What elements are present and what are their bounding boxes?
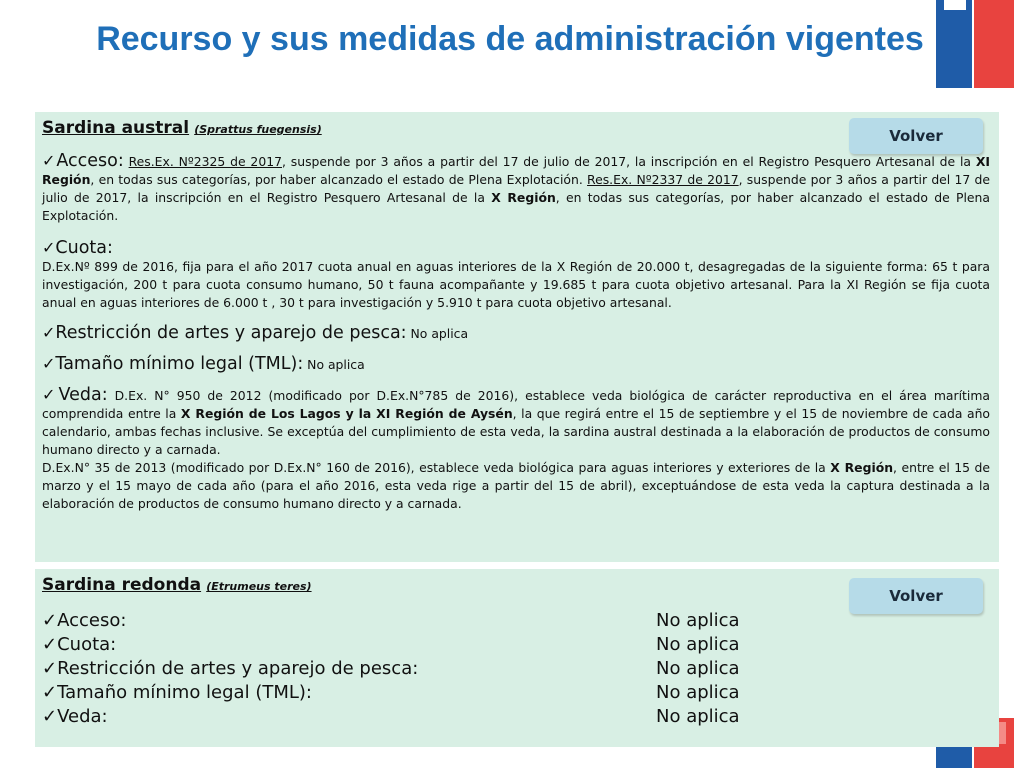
species-name: Sardina redonda	[42, 575, 202, 595]
check-icon: ✓	[42, 706, 58, 727]
acceso-text: , en todas sus categorías, por haber alcanzado el estado de Plena Explotación.	[42, 190, 990, 223]
tml-label: Tamaño mínimo legal (TML):	[55, 354, 304, 374]
measure-label: Acceso:	[57, 610, 127, 631]
tml-item	[42, 355, 990, 374]
measure-row	[42, 705, 990, 729]
veda-text: , la que regirá entre el 15 de septiembre y el 15 de noviembre de cada año calendario, ambas fechas inclusive. Se exceptúa del cumplimiento de esta veda, la sardina austral destinada a la elaboración de productos de consumo humano directo y a carnada.	[42, 406, 991, 457]
acceso-item	[42, 152, 990, 225]
check-icon: ✓	[42, 151, 57, 170]
flag-red-stripe	[974, 0, 1014, 88]
species-scientific-name: (Sprattus fuegensis)	[194, 123, 322, 136]
veda-regions: X Región de Los Lagos y la XI Región de Aysén	[180, 406, 513, 421]
veda-region: X Región	[830, 460, 894, 475]
measure-label: Restricción de artes y aparejo de pesca:	[57, 658, 419, 679]
measures-list	[42, 609, 990, 729]
page-title: Recurso y sus medidas de administración vigentes	[96, 20, 924, 58]
measure-label: Tamaño mínimo legal (TML):	[57, 682, 312, 703]
sardina-redonda-panel	[35, 569, 999, 747]
check-icon: ✓	[42, 682, 58, 703]
check-icon: ✓	[42, 658, 58, 679]
measure-row	[42, 681, 990, 705]
tml-value: No aplica	[307, 357, 365, 372]
measure-value: No aplica	[656, 610, 740, 631]
check-icon: ✓	[42, 634, 58, 655]
restriccion-item	[42, 324, 990, 343]
veda-text: D.Ex.N° 35 de 2013 (modificado por D.Ex.N° 160 de 2016), establece veda biológica para aguas interiores y exteriores de la	[42, 460, 831, 475]
species-name: Sardina austral	[42, 118, 190, 138]
restriccion-value: No aplica	[410, 326, 469, 341]
res-ex-2337-link[interactable]: Res.Ex. Nº2337 de 2017	[587, 172, 739, 187]
check-icon: ✓	[42, 354, 56, 373]
check-icon: ✓	[42, 385, 59, 404]
cuota-text: D.Ex.Nº 899 de 2016, fija para el año 2017 cuota anual en aguas interiores de la X Región de 20.000 t, desagregadas de la siguiente forma: 65 t para investigación, 200 t para cuota consumo humano, 50 t fauna acompañante y 19.685 t para cuota objetivo artesanal. Para la XI Región se fija cuota anual en aguas interiores de 6.000 t , 30 t para investigación y 5.910 t para cuota objetivo artesanal.	[42, 259, 990, 310]
flag-star-area	[944, 0, 966, 10]
sardina-austral-panel	[35, 112, 999, 562]
volver-button[interactable]: Volver	[849, 118, 983, 154]
measure-value: No aplica	[656, 682, 740, 703]
check-icon: ✓	[42, 610, 58, 631]
volver-button[interactable]: Volver	[849, 578, 983, 614]
acceso-text: , en todas sus categorías, por haber alcanzado el estado de Plena Explotación.	[90, 172, 588, 187]
acceso-label: Acceso:	[56, 151, 124, 171]
restriccion-label: Restricción de artes y aparejo de pesca:	[55, 323, 407, 343]
measure-value: No aplica	[656, 658, 740, 679]
species-scientific-name: (Etrumeus teres)	[206, 580, 312, 593]
measure-value: No aplica	[656, 706, 740, 727]
measure-label: Veda:	[57, 706, 108, 727]
measure-value: No aplica	[656, 634, 740, 655]
measure-label: Cuota:	[57, 634, 117, 655]
cuota-label: Cuota:	[55, 238, 113, 258]
veda-text: D.Ex. N° 950 de 2012 (modificado por D.Ex.N°785 de 2016), establece veda biológica de carácter reproductiva en el área marítima comprendida entre la	[42, 388, 990, 421]
species-heading	[42, 575, 990, 595]
species-heading	[42, 118, 990, 138]
measure-row	[42, 609, 990, 633]
measure-row	[42, 633, 990, 657]
check-icon: ✓	[42, 323, 56, 342]
cuota-item	[42, 239, 990, 312]
acceso-text: , suspende por 3 años a partir del 17 de julio de 2017, la inscripción en el Registro Pesquero Artesanal de la	[42, 172, 990, 205]
acceso-region: X Región	[491, 190, 556, 205]
veda-text: , entre el 15 de marzo y el 15 mayo de cada año (para el año 2016, esta veda rige a partir del 15 de abril), exceptuándose de esta veda la captura destinada a la elaboración de productos de consumo humano directo y a carnada.	[42, 460, 991, 511]
veda-item	[42, 386, 990, 513]
acceso-text: , suspende por 3 años a partir del 17 de julio de 2017, la inscripción en el Registro Pesquero Artesanal de la	[281, 154, 976, 169]
res-ex-2325-link[interactable]: Res.Ex. Nº2325 de 2017	[128, 154, 282, 169]
measure-row	[42, 657, 990, 681]
check-icon: ✓	[42, 238, 56, 257]
veda-label: Veda:	[58, 385, 108, 405]
acceso-region: XI Región	[42, 154, 991, 187]
